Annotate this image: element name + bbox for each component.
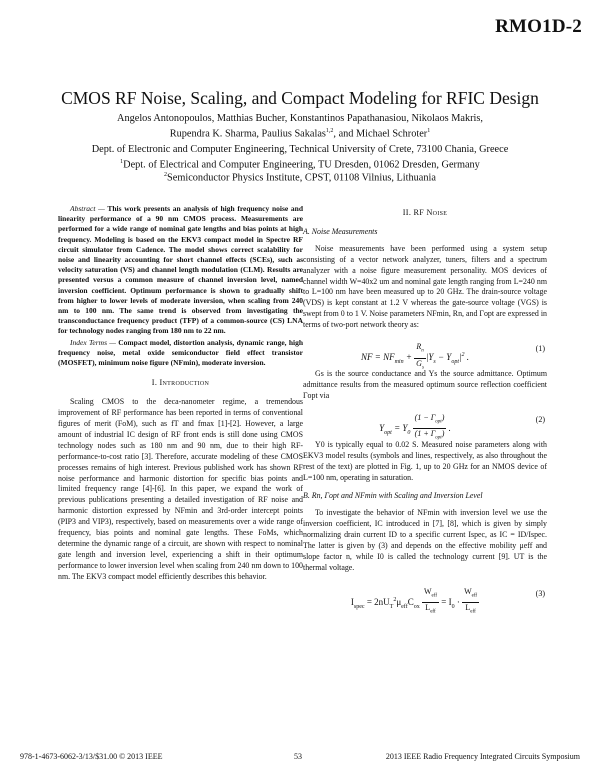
affiliation-2: $^1$Dept. of Electrical and Computer Engineering, TU Dresden, 01062 Dresden, Germany bbox=[120, 159, 480, 171]
page-number: 53 bbox=[294, 752, 302, 761]
rf-paragraph-1: Noise measurements have been performed using a system setup consisting of a vector network analyzer, tuners, filters and a spectrum analyzer with a noise figure measurement personality. MOS devices of channel width W=40x2 um and nominal gate length ranging from L=240 nm to L=100 nm have been measured up to 20 GHz. The drain-source voltage (VDS) is kept constant at 1.2 V whereas the gate-source voltage (VGS) is swept from 0 to 1 V. Noise parameters NFmin, Rn, and Γopt are expressed in terms of two-port network theory as: bbox=[303, 243, 547, 330]
abstract-label: Abstract — bbox=[70, 204, 105, 213]
equation-1: NF = $NF_{min}$ + $\frac{R_n}{G_s}$ $|Y_s - Y_{opt}|^2$ . (1) bbox=[361, 342, 545, 371]
equation-3-number: (3) bbox=[535, 588, 545, 598]
authors-line-2: Rupendra K. Sharma, Paulius Sakalas$^{1,2}$, and Michael Schroter$^1$ bbox=[169, 128, 431, 140]
introduction-heading: I. Introduction bbox=[151, 378, 210, 388]
equation-2-number: (2) bbox=[535, 414, 545, 424]
left-column bbox=[58, 204, 303, 583]
index-terms bbox=[58, 338, 303, 369]
authors-line-1: Angelos Antonopoulos, Matthias Bucher, Konstantinos Papathanasiou, Nikolaos Makris, bbox=[117, 113, 483, 124]
affiliation-1: Dept. of Electronic and Computer Engineering, Technical University of Crete, 73100 Chania, Greece bbox=[91, 144, 509, 155]
scaling-subheading: B. Rn, Γopt and NFmin with Scaling and Inversion Level bbox=[303, 491, 483, 501]
equation-2: $Y_{opt} = Y_0$ $\frac{(1 - \Gamma_{opt})}{(1 + \Gamma_{opt})}$ . (2) bbox=[379, 412, 545, 441]
equation-3: $I_{spec} = 2nU_T^2\mu_{eff}C_{ox}$ $\frac{W_{eff}}{L_{eff}}$ = $I_0$ · $\frac{W_{eff}}{L_{eff}}$ (3) bbox=[350, 586, 545, 615]
abstract bbox=[58, 204, 303, 337]
rf-paragraph-2: Gs is the source conductance and Ys the source admittance. Optimum admittance results from the measured optimum source reflection coefficient Γopt via bbox=[303, 369, 547, 400]
rf-noise-heading: II. RF Noise bbox=[402, 208, 448, 217]
footer-conference: 2013 IEEE Radio Frequency Integrated Circuits Symposium bbox=[385, 752, 580, 761]
equation-1-number: (1) bbox=[535, 344, 545, 354]
introduction-paragraph: Scaling CMOS to the deca-nanometer regime, a tremendous improvement of RF performance has been reported in terms of conventional figures of merit (FoM), such as fT and fmax [1]-[2]. However, a large amount of industrial IC design of RF front ends is still done using CMOS technology nodes such as 180 nm and 90 nm, due to their high RF-performance-to-cost ratio [3]. Therefore, accurate modeling of these CMOS processes remains of high interest. Previous published work has shown RF noise performance and harmonic distortion for specific bias points and limited frequency range [4]-[6]. In this paper, we expand the work of previous publications presenting a detailed investigation of RF noise and harmonic distortion expressed by NFmin and 3rd-order intercept points (PIP3 and VIP3), respectively, based on measurements over a wide range of frequency, bias points and nominal gate lengths. These FoMs, which determine the dynamic range of a circuit, are shown with respect to nominal gate length and inversion level, experiencing a shift in their optimum performance to lower inversion level when scaling from 240 nm down to 100 nm. The EKV3 compact model efficiently describes this behavior. bbox=[58, 397, 303, 581]
index-terms-label: Index Terms — bbox=[70, 337, 116, 347]
right-column bbox=[303, 204, 547, 614]
rf-paragraph-4: To investigate the behavior of NFmin with inversion level we use the inversion coefficient, IC introduced in [7], [8], which is given by simply normalizing drain current ID to a specific current Ispec, as IC = ID/Ispec. The latter is given by (3) and depends on the effective mobility μeff and slope factor n, while I0 is called the technology current [9]. UT is the thermal voltage. bbox=[303, 508, 547, 572]
footer-copyright: 978-1-4673-6062-3/13/$31.00 © 2013 IEEE bbox=[20, 752, 163, 761]
index-terms-text: Compact model, distortion analysis, dynamic range, high frequency noise, metal oxide semiconductor field effect transistor (MOSFET), minimum noise figure (NFmin), moderate inversion. bbox=[58, 337, 304, 368]
noise-measurements-subheading: A. Noise Measurements bbox=[303, 226, 378, 236]
paper-code: RMO1D-2 bbox=[495, 16, 582, 37]
paper-title: CMOS RF Noise, Scaling, and Compact Modeling for RFIC Design bbox=[61, 88, 539, 108]
affiliation-3: $^2$Semiconductor Physics Institute, CPST, 01108 Vilnius, Lithuania bbox=[164, 172, 436, 184]
rf-paragraph-3: Y0 is typically equal to 0.02 S. Measured noise parameters along with EKV3 model results (symbols and lines, respectively, as also throughout the rest of the text) are plotted in Fig. 1, up to 20 GHz for an NMOS device of L=100 nm, operating in saturation. bbox=[303, 439, 547, 482]
abstract-text: This work presents an analysis of high frequency noise and linearity performance of a 90 nm CMOS process. Measurements are performed for a wide range of nominal gate lengths and bias points at high frequency. Modeling is based on the EKV3 compact model in Spectre RF circuit simulator from Cadence. The model shows correct scalability for noise and linearity accounting for short channel effects (SCEs), such as velocity saturation (VS) and channel length modulation (CLM). Results are presented versus a common measure of channel inversion level, named inversion coefficient. Optimum performance is shown to gradually shift from higher to lower levels of moderate inversion, when scaling from 240 nm to 100 nm. The same trend is observed from investigating the transconductance frequency product (TFP) of a common-source (CS) LNA for technology nodes ranging from 180 nm to 22 nm. bbox=[58, 204, 303, 336]
